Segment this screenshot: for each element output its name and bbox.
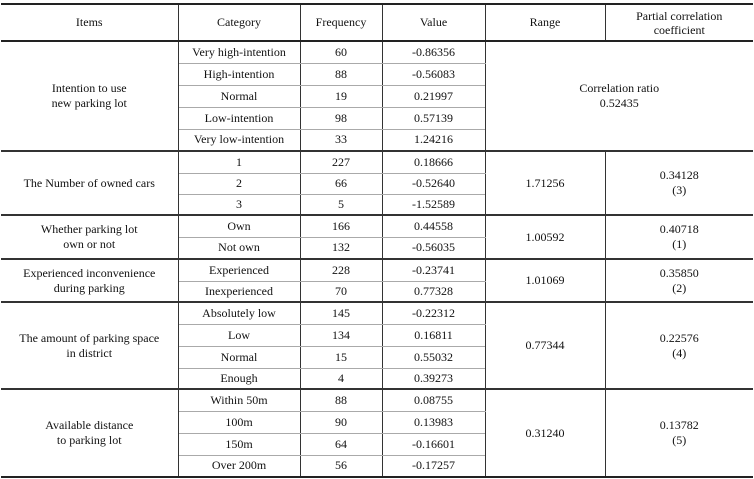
table-row: [1, 389, 753, 411]
frequency-cell: 134: [300, 324, 382, 346]
item-label-line: Available distance: [45, 418, 134, 432]
frequency-cell: 70: [300, 281, 382, 302]
header-range: Range: [485, 4, 605, 41]
frequency-cell: 98: [300, 107, 382, 129]
category-cell: Within 50m: [178, 389, 300, 411]
value-cell: 0.57139: [382, 107, 485, 129]
frequency-cell: 56: [300, 455, 382, 477]
category-cell: 2: [178, 173, 300, 194]
value-cell: 0.08755: [382, 389, 485, 411]
partial-correlation-value: 0.35850: [659, 265, 699, 280]
frequency-cell: 145: [300, 302, 382, 324]
item-label-line: new parking lot: [51, 96, 127, 110]
value-cell: -0.23741: [382, 259, 485, 281]
item-cell: [1, 259, 178, 302]
frequency-cell: 88: [300, 63, 382, 85]
frequency-cell: 66: [300, 173, 382, 194]
item-label-line: Whether parking lot: [40, 222, 138, 236]
rank-label: (4): [672, 345, 687, 360]
value-cell: 0.21997: [382, 85, 485, 107]
category-cell: Very low-intention: [178, 129, 300, 151]
item-cell: [1, 41, 178, 151]
frequency-cell: 228: [300, 259, 382, 281]
value-cell: -0.52640: [382, 173, 485, 194]
correlation-ratio-value: 0.52435: [599, 96, 639, 110]
category-cell: Experienced: [178, 259, 300, 281]
category-cell: High-intention: [178, 63, 300, 85]
frequency-cell: 19: [300, 85, 382, 107]
correlation-ratio-cell: [485, 41, 753, 151]
item-cell: The Number of owned cars: [1, 151, 178, 215]
partial-correlation-value: 0.40718: [659, 222, 699, 236]
range-cell: 1.71256: [485, 151, 605, 215]
category-cell: Normal: [178, 85, 300, 107]
value-cell: 0.16811: [382, 324, 485, 346]
category-cell: Very high-intention: [178, 41, 300, 63]
range-cell: 0.31240: [485, 389, 605, 477]
value-cell: -0.56083: [382, 63, 485, 85]
frequency-cell: 4: [300, 368, 382, 389]
category-cell: Low-intention: [178, 107, 300, 129]
partial-correlation-cell: [605, 389, 753, 477]
rank-label: (3): [672, 183, 687, 197]
header-partial-correlation: Partial correlation coefficient: [605, 4, 753, 41]
item-label-line: The amount of parking space: [19, 330, 160, 345]
value-cell: -0.86356: [382, 41, 485, 63]
category-cell: Own: [178, 215, 300, 237]
frequency-cell: 90: [300, 411, 382, 433]
partial-correlation-cell: [605, 259, 753, 302]
frequency-cell: 5: [300, 194, 382, 215]
category-cell: 100m: [178, 411, 300, 433]
value-cell: 0.44558: [382, 215, 485, 237]
frequency-cell: 166: [300, 215, 382, 237]
header-frequency: Frequency: [300, 4, 382, 41]
item-label-line: in district: [66, 345, 113, 360]
value-cell: -1.52589: [382, 194, 485, 215]
partial-correlation-value: 0.34128: [659, 168, 699, 182]
partial-correlation-value: 0.13782: [659, 418, 699, 432]
header-category: Category: [178, 4, 300, 41]
range-cell: 1.01069: [485, 259, 605, 302]
partial-correlation-cell: [605, 151, 753, 215]
category-cell: Inexperienced: [178, 281, 300, 302]
item-label-line: Intention to use: [51, 81, 127, 95]
frequency-cell: 88: [300, 389, 382, 411]
category-cell: 1: [178, 151, 300, 173]
value-cell: -0.16601: [382, 433, 485, 455]
category-cell: Low: [178, 324, 300, 346]
rank-label: (2): [672, 280, 687, 295]
results-table: [1, 3, 753, 478]
value-cell: -0.22312: [382, 302, 485, 324]
partial-correlation-cell: [605, 215, 753, 259]
table-row: [1, 302, 753, 324]
item-label-line: to parking lot: [56, 433, 122, 447]
header-value: Value: [382, 4, 485, 41]
partial-correlation-cell: [605, 302, 753, 389]
item-cell: [1, 215, 178, 259]
category-cell: Enough: [178, 368, 300, 389]
rank-label: (1): [672, 237, 687, 251]
value-cell: 0.55032: [382, 346, 485, 368]
frequency-cell: 227: [300, 151, 382, 173]
table-row: [1, 259, 753, 281]
frequency-cell: 60: [300, 41, 382, 63]
frequency-cell: 64: [300, 433, 382, 455]
item-cell: [1, 302, 178, 389]
category-cell: 150m: [178, 433, 300, 455]
item-label-line: own or not: [63, 237, 116, 251]
frequency-cell: 15: [300, 346, 382, 368]
correlation-ratio-label: Correlation ratio: [579, 81, 660, 95]
item-label-line: Experienced inconvenience: [23, 265, 156, 280]
value-cell: 0.39273: [382, 368, 485, 389]
category-cell: Absolutely low: [178, 302, 300, 324]
header-row: [1, 4, 753, 41]
item-label-line: during parking: [53, 280, 125, 295]
frequency-cell: 33: [300, 129, 382, 151]
value-cell: 1.24216: [382, 129, 485, 151]
value-cell: 0.13983: [382, 411, 485, 433]
category-cell: 3: [178, 194, 300, 215]
range-cell: 0.77344: [485, 302, 605, 389]
category-cell: Normal: [178, 346, 300, 368]
item-cell: [1, 389, 178, 477]
table-row: [1, 215, 753, 237]
category-cell: Over 200m: [178, 455, 300, 477]
partial-correlation-value: 0.22576: [659, 330, 699, 345]
table-row: [1, 41, 753, 63]
category-cell: Not own: [178, 237, 300, 259]
value-cell: 0.77328: [382, 281, 485, 302]
range-cell: 1.00592: [485, 215, 605, 259]
header-items: Items: [1, 4, 178, 41]
table-row: [1, 151, 753, 173]
value-cell: -0.17257: [382, 455, 485, 477]
rank-label: (5): [672, 433, 687, 447]
frequency-cell: 132: [300, 237, 382, 259]
value-cell: -0.56035: [382, 237, 485, 259]
value-cell: 0.18666: [382, 151, 485, 173]
